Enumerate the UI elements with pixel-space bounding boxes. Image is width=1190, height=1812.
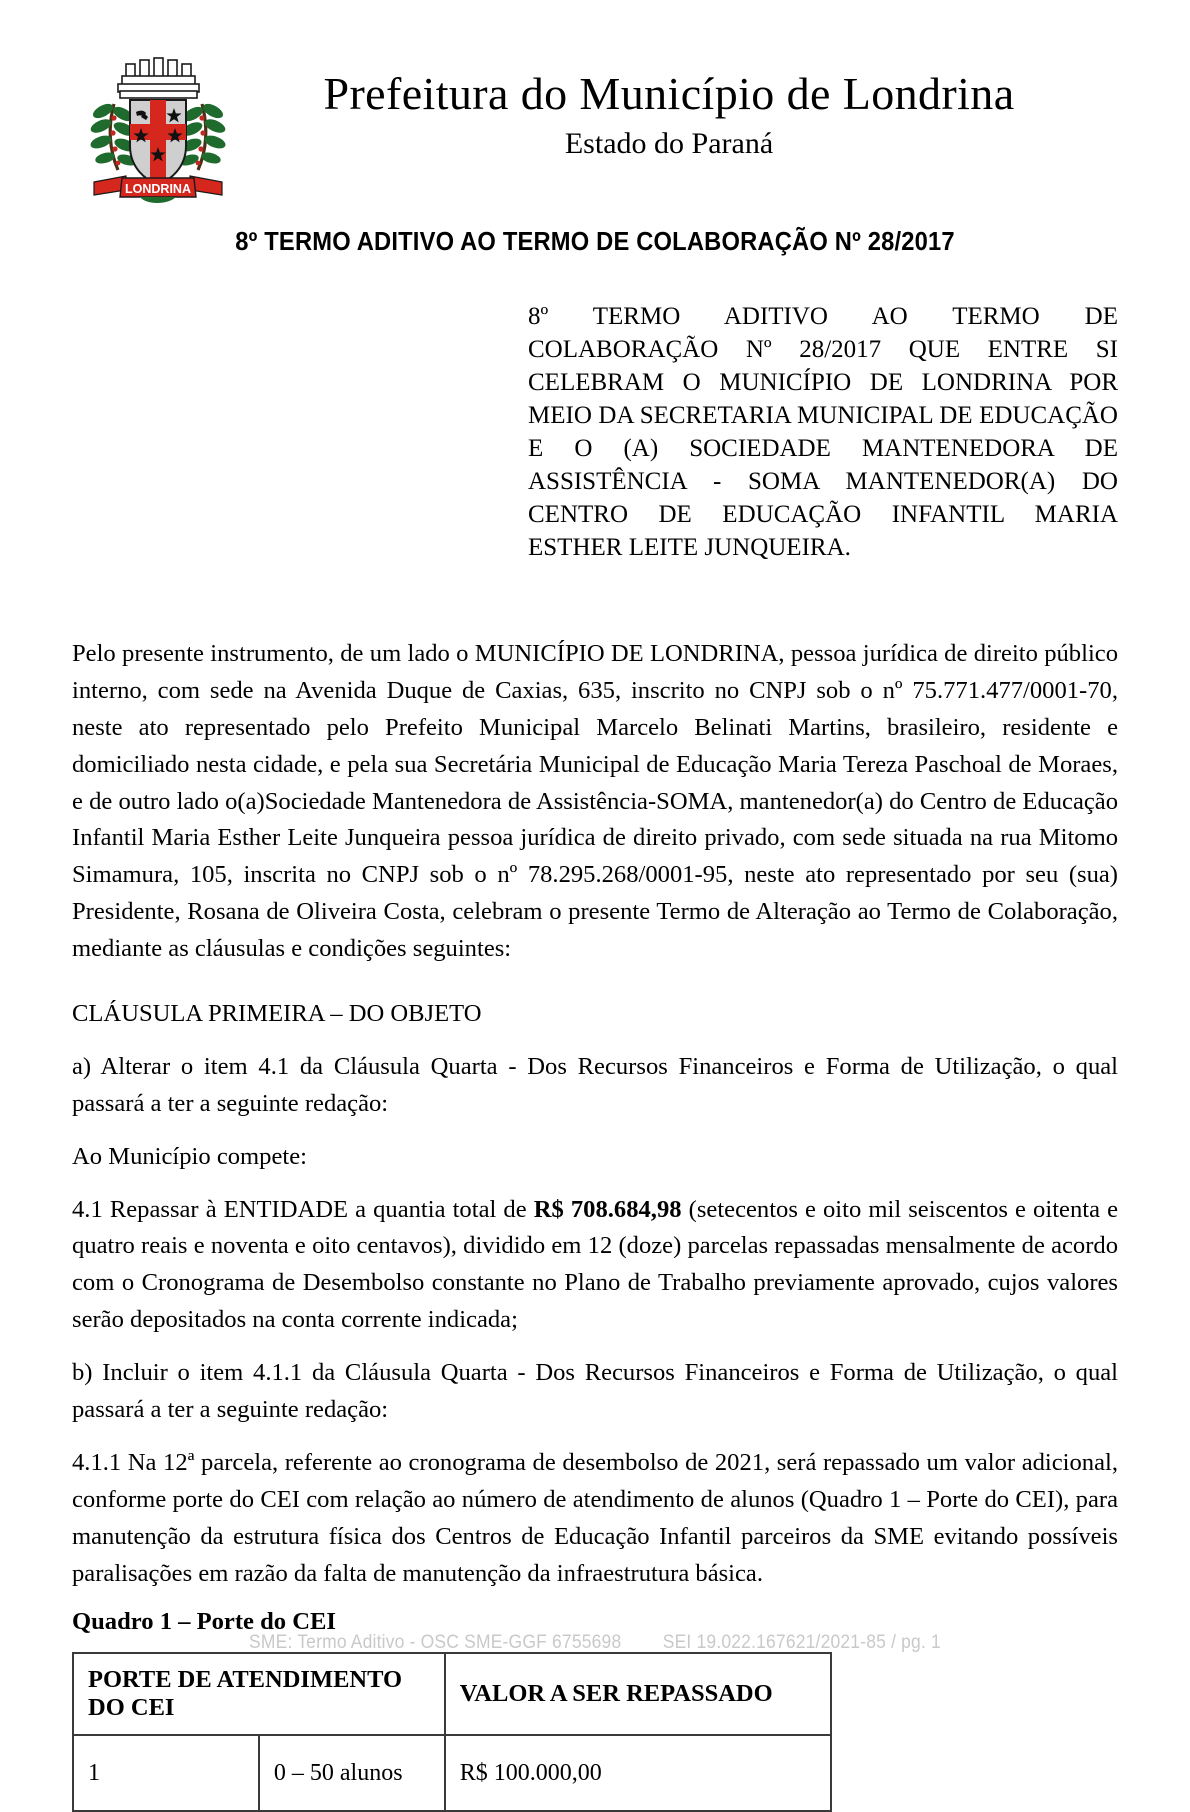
table-caption: Quadro 1 – Porte do CEI bbox=[72, 1608, 336, 1636]
item-municipio-compete: Ao Município compete: bbox=[72, 1142, 307, 1170]
porte-table-wrapper bbox=[72, 1652, 832, 1812]
header-text-block bbox=[238, 48, 1190, 162]
document-body bbox=[72, 300, 1118, 1812]
preamble-block: 8º TERMO ADITIVO AO TERMO DE COLABORAÇÃO Nº 28/2017 QUE ENTRE SI CELEBRAM O MUNICÍPIO DE LONDRINA POR MEIO DA SECRETARIA MUNICIPAL DE EDUCAÇÃO E O (A) SOCIEDADE MANTENEDORA DE ASSISTÊNCIA - SOMA MANTENEDOR(A) DO CENTRO DE EDUCAÇÃO INFANTIL MARIA ESTHER LEITE JUNQUEIRA. bbox=[528, 303, 1118, 561]
footer-right-text: SEI 19.022.167621/2021-85 / pg. 1 bbox=[662, 1632, 941, 1653]
item-4-1-1: 4.1.1 Na 12ª parcela, referente ao cronograma de desembolso de 2021, será repassado um valor adicional, conforme porte do CEI com relação ao número de atendimento de alunos (Quadro 1 – Porte do CEI), para manutenção da estrutura física dos Centros de Educação Infantil parceiros da SME evitando possíveis paralisações em razão da falta de manutenção da infraestrutura básica. bbox=[72, 1448, 1118, 1587]
page-footer bbox=[48, 1632, 1143, 1654]
crest-banner-text: LONDRINA bbox=[125, 182, 191, 196]
item-4-1-amount: R$ 708.684,98 bbox=[533, 1195, 682, 1223]
document-header bbox=[0, 48, 1190, 208]
paragraph-parties: Pelo presente instrumento, de um lado o MUNICÍPIO DE LONDRINA, pessoa jurídica de direito público interno, com sede na Avenida Duque de Caxias, 635, inscrito no CNPJ sob o nº 75.771.477/0001-70, neste ato representado pelo Prefeito Municipal Marcelo Belinati Martins, brasileiro, residente e domiciliado nesta cidade, e pela sua Secretária Municipal de Educação Maria Tereza Paschoal de Moraes, e de outro lado o(a)Sociedade Mantenedora de Assistência-SOMA, mantenedor(a) do Centro de Educação Infantil Maria Esther Leite Junqueira pessoa jurídica de direito privado, com sede situada na rua Mitomo Simamura, 105, inscrita no CNPJ sob o nº 78.295.268/0001-95, neste ato representado por seu (sua) Presidente, Rosana de Oliveira Costa, celebram o presente Termo de Alteração ao Termo de Colaboração, mediante as cláusulas e condições seguintes: bbox=[72, 640, 1118, 963]
item-a: a) Alterar o item 4.1 da Cláusula Quarta - Dos Recursos Financeiros e Forma de Utilização, o qual passará a ter a seguinte redação: bbox=[72, 1052, 1118, 1117]
table-cell-index: 1 bbox=[73, 1735, 259, 1811]
coat-of-arms-icon bbox=[78, 54, 238, 206]
item-4-1-text-rest: (setecentos e oito mil seiscentos e oitenta e quatro reais e noventa e oito centavos), dividido em 12 (doze) parcelas repassadas mensalmente de acordo com o Cronograma de Desembolso constante no Plano de Trabalho previamente aprovado, cujos valores serão depositados na conta corrente indicada; bbox=[72, 1195, 1118, 1334]
organization-subtitle: Estado do Paraná bbox=[564, 126, 774, 160]
item-b: b) Incluir o item 4.1.1 da Cláusula Quarta - Dos Recursos Financeiros e Forma de Utilização, o qual passará a ter a seguinte redação: bbox=[72, 1359, 1118, 1424]
table-cell-range: 0 – 50 alunos bbox=[259, 1735, 445, 1811]
banner-ribbon bbox=[94, 176, 222, 203]
table-header-row bbox=[73, 1653, 831, 1735]
organization-title: Prefeitura do Município de Londrina bbox=[323, 68, 1015, 119]
item-4-1 bbox=[72, 1192, 1118, 1340]
table-header-valor: VALOR A SER REPASSADO bbox=[445, 1653, 831, 1735]
clause-heading-first: CLÁUSULA PRIMEIRA – DO OBJETO bbox=[72, 1000, 482, 1028]
table-header-porte: PORTE DE ATENDIMENTO DO CEI bbox=[73, 1653, 445, 1735]
item-4-1-text-lead: 4.1 Repassar à ENTIDADE a quantia total de bbox=[72, 1195, 534, 1223]
table-cell-value: R$ 100.000,00 bbox=[445, 1735, 831, 1811]
footer-left-text: SME: Termo Aditivo - OSC SME-GGF 6755698 bbox=[249, 1632, 622, 1653]
porte-do-cei-table bbox=[72, 1652, 832, 1812]
table-row bbox=[73, 1735, 831, 1811]
document-title: 8º TERMO ADITIVO AO TERMO DE COLABORAÇÃO Nº 28/2017 bbox=[235, 228, 955, 256]
